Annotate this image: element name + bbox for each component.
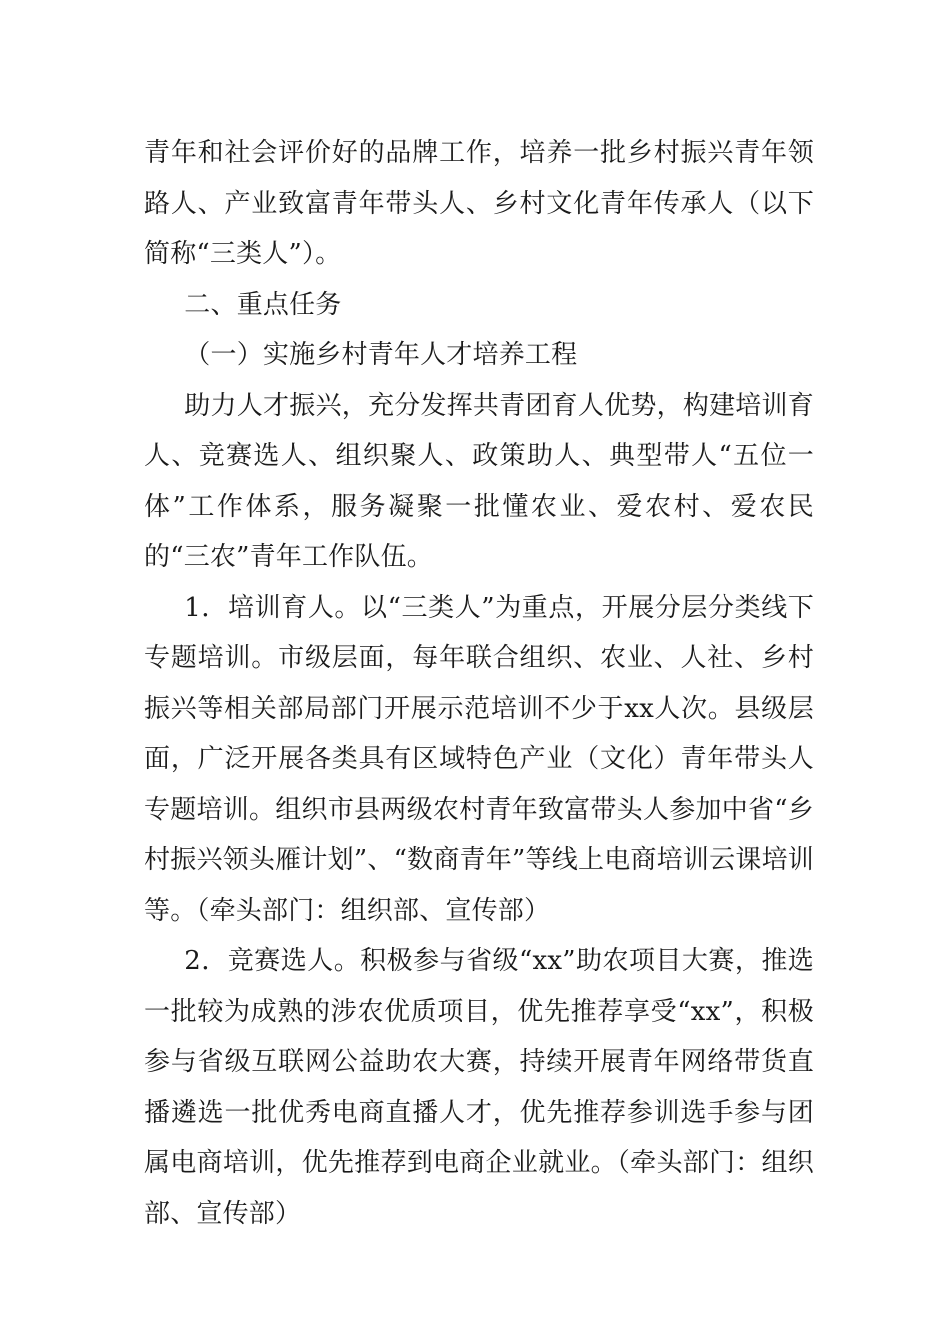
- paragraph-continuation: 青年和社会评价好的品牌工作，培养一批乡村振兴青年领路人、产业致富青年带头人、乡村文化青年传承人（以下简称“三类人”）。: [144, 138, 814, 269]
- paragraph-item-competition: 2．竞赛选人。积极参与省级“xx”助农项目大赛，推选一批较为成熟的涉农优质项目，优先推荐享受“xx”，积极参与省级互联网公益助农大赛，持续开展青年网络带货直播遴选一批优秀电商直播人才，优先推荐参训选手参与团属电商培训，优先推荐到电商企业就业。（牵头部门：组织部、宣传部）: [144, 946, 814, 1229]
- subsection-heading-talent-program: （一）实施乡村青年人才培养工程: [184, 340, 578, 370]
- document-body: [144, 128, 814, 1239]
- paragraph-item-training: 1．培训育人。以“三类人”为重点，开展分层分类线下专题培训。市级层面，每年联合组织、农业、人社、乡村振兴等相关部局部门开展示范培训不少于xx人次。县级层面，广泛开展各类具有区域特色产业（文化）青年带头人专题培训。组织市县两级农村青年致富带头人参加中省“乡村振兴领头雁计划”、“数商青年”等线上电商培训云课培训等。（牵头部门：组织部、宣传部）: [144, 592, 814, 926]
- paragraph-talent-revitalization: 助力人才振兴，充分发挥共青团育人优势，构建培训育人、竞赛选人、组织聚人、政策助人、典型带人“五位一体”工作体系，服务凝聚一批懂农业、爱农村、爱农民的“三农”青年工作队伍。: [144, 390, 814, 572]
- section-heading-key-tasks: 二、重点任务: [184, 289, 342, 320]
